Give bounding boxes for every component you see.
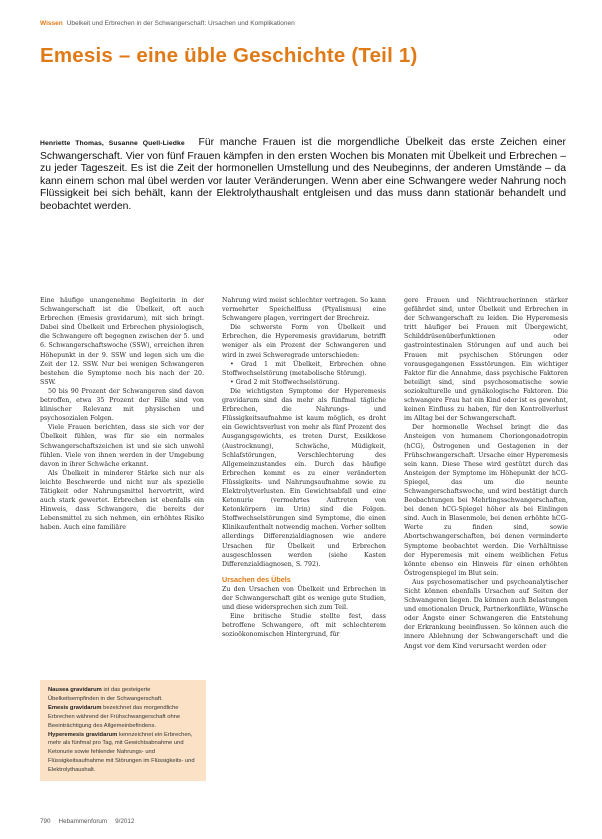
paragraph: Nahrung wird meist schlechter vertragen. So kann vermehrter Speichelfluss (Ptyalismus) eine Schwangere plagen, verringert der Brechreiz. (222, 297, 386, 323)
glossary-entry (48, 731, 200, 776)
paragraph: Als Übelkeit in minderer Stärke sich nur als leichte Beschwerde und nicht nur als spezielle Tätigkeit oder Nahrungsmittel hervortritt, wird auch stark gewertet. Erbrechen ist ebenfalls ein Hinweis, dass Schwangere, die bereits der Lebensmittel zu sich nehmen, ein erhöhtes Risiko haben. Auch eine familiäre (40, 469, 204, 532)
paragraph: Die schwerste Form von Übelkeit und Erbrechen, die Hyperemesis gravidarum, betrifft weniger als ein Prozent der Schwangeren und wird in zwei Schweregrade unterschieden: (222, 324, 386, 359)
article-lead (40, 137, 566, 214)
glossary-box (40, 680, 206, 781)
glossary-term: Emesis gravidarum (48, 704, 102, 711)
article-title: Emesis – eine üble Geschichte (Teil 1) (40, 44, 418, 67)
page-number: 790 (40, 818, 51, 825)
journal-name: Hebammenforum (58, 818, 108, 825)
paragraph: Die wichtigsten Symptome der Hyperemesis gravidarum sind das mehr als fünfmal tägliche Erbrechen, die Nahrungs- und Flüssigkeitsaufnahme ist kaum möglich, es droht ein Gewichtsverlust von mehr als fünf Prozent des Ausgangsgewichts, es treten Durst, Exsikkose (Austrocknung), Schwäche, Müdigkeit, Schlafstörungen, Verschlechterung des Allgemeinzustandes ein. Durch das häufige Erbrechen kommt es zu einer veränderten Flüssigkeits- und Nahrungsaufnahme sowie zu Elektrolytverlusten. Ein Gewichtsabfall und eine Ketonurie (vermehrtes Auftreten von Ketonkörpern im Urin) sind die Folgen. Stoffwechselstörungen sind Symptome, die einen Klinikaufenthalt notwendig machen. Vorher sollten allerdings Differenzialdiagnosen wie andere Ursachen für Übelkeit und Erbrechen ausgeschlossen werden (siehe Kasten Differenzialdiagnosen, S. 792). (222, 387, 386, 568)
paragraph: Der hormonelle Wechsel bringt die das Ansteigen von humanem Choriongonadotropin (hCG), Östrogenen und Gestagenen in der Frühschwangerschaft. Ursache einer Hyperemesis sein kann. Diese These wird gestützt durch das Ansteigen der Symptome im Höhepunkt der hCG-Spiegel, das um die neunte Schwangerschaftswoche, und wird bestätigt durch Beobachtungen bei Mehrlingsschwangerschaften, bei denen hCG-Spiegel höher als bei Einlingen sind. Auch in Blasenmole, bei denen erhöhte hCG-Werte zu finden sind, sowie Abortschwangerschaften, bei denen verminderte Symptome beobachtet werden. Die Verhältnisse der Hyperemesis mit einem weiblichen Fetus könnte ebenso ein Hinweis für einen erhöhten Östrogenspiegel im Blut sein. (404, 424, 568, 577)
text-column-2 (222, 296, 386, 639)
glossary-entry (48, 686, 200, 704)
paragraph: Zu den Ursachen von Übelkeit und Erbrechen in der Schwangerschaft gibt es wenige gute Studien, und diese widersprechen sich zum Teil. (222, 585, 386, 612)
paragraph: Eine britische Studie stellte fest, dass betroffene Schwangere, oft mit schlechterem sozioökonomischen Hintergrund, für (222, 613, 386, 639)
paragraph: 50 bis 90 Prozent der Schwangeren sind davon betroffen, etwa 35 Prozent der Fälle sind von klinischer Relevanz mit physischen und psychosozialen Folgen. (40, 387, 204, 423)
glossary-term: Nausea gravidarum (48, 687, 102, 693)
glossary-desc: bezeichnet das morgendliche Erbrechen während der Frühschwangerschaft ohne Beeinträchtigung des Allgemeinbefindens. (48, 704, 181, 729)
page-footer (40, 818, 142, 825)
section-subheading: Ursachen des Übels (222, 574, 291, 584)
glossary-desc: kennzeichnet ein Erbrechen, mehr als fünfmal pro Tag, mit Gewichtsabnahme und Ketonurie sowie fehlender Nahrungs- und Flüssigkeitsaufnahme mit Störungen im Flüssigkeits- und Elektrolythaushalt. (48, 731, 195, 774)
glossary-desc: ist das gesteigerte Übelkeitsempfinden in der Schwangerschaft. (48, 687, 163, 702)
rubric-label: Wissen (40, 20, 63, 27)
text-column-3 (404, 296, 568, 651)
rubric-text: Übelkeit und Erbrechen in der Schwangerschaft: Ursachen und Komplikationen (66, 20, 295, 27)
lead-text: Für manche Frauen ist die morgendliche Übelkeit das erste Zeichen einer Schwangerschaft. Vier von fünf Frauen kämpfen in den ersten Wochen bis Monaten mit Übelkeit und Erbrechen – zu jeder Tageszeit. Es ist die Zeit der hormonellen Umstellung und des Neubeginns, der anderen Umstände – da kann einem schon mal übel werden vor lauter Veränderungen. Wenn aber eine Schwangere weder Nahrung noch Flüssigkeit bei sich behält, kann der Elektrolythaushalt entgleisen und das muss dann stationär behandelt und beobachtet werden. (40, 137, 566, 212)
article-authors: Henriette Thomas, Susanne Quell-Liedke (40, 140, 185, 147)
list-item: • Grad 2 mit Stoffwechselstörung. (230, 378, 340, 386)
paragraph: gere Frauen und Nichtraucherinnen stärker gefährdet sind, unter Übelkeit und Erbrechen in der Schwangerschaft zu leiden. Die Hyperemesis tritt häufiger bei Frauen mit Übergewicht, Schilddrüsenüberfunktionen oder gastrointestinalen Störungen auf und auch bei Frauen mit psychischen Störungen oder vorausgegangenen Essstörungen. Ein wichtiger Faktor für die Annahme, dass psychische Faktoren beteiligt sind, sind psychosomatische sowie soziokulturelle und gynäkologische Faktoren. Die schwangere Frau hat ein Kind oder ist es gewohnt, keinen Einfluss zu haben, für den Kontrollverlust im Alltag bei der Schwangerschaft. (404, 297, 568, 423)
paragraph: Eine häufige unangenehme Begleiterin in der Schwangerschaft ist die Übelkeit, oft auch Erbrechen (Emesis gravidarum), mit sich bringt. Dabei sind Übelkeit und Erbrechen physiologisch, die Schwangere oft begegnen zwischen der 5. und 6. Schwangerschaftswoche (SSW), erreichen ihren Höhepunkt in der 9. SSW und legen sich um die Zeit der 12. SSW. Nur bei wenigen Schwangeren bestehen die Symptome noch bis nach der 20. SSW. (40, 297, 204, 386)
text-column-1 (40, 296, 204, 532)
glossary-term: Hyperemesis gravidarum (48, 731, 118, 738)
section-rubric (40, 20, 570, 27)
paragraph: Aus psychosomatischer und psychoanalytischer Sicht können ebenfalls Ursachen auf Seiten der Schwangeren liegen. Da können auch Belastungen und emotionalen Druck, Partnerkonflikte, Wünsche oder Ängste einer Schwangeren die Entstehung der Erkrankung beeinflussen. So können auch die innere Ablehnung der Schwangerschaft und die Angst vor dem Kind verursacht werden oder (404, 578, 568, 650)
glossary-entry (48, 704, 200, 731)
paragraph: Viele Frauen berichten, dass sie sich vor der Übelkeit fühlen, was für sie ein normales Schwangerschaftszeichen ist und sie sich unwohl fühlen. Viele von ihnen werden in der Umgebung davon in ihrer Schwäche erkannt. (40, 424, 204, 468)
issue-number: 9/2012 (115, 818, 135, 825)
list-item: • Grad 1 mit Übelkeit, Erbrechen ohne Stoffwechselstörung (metabolische Störung). (222, 360, 386, 377)
